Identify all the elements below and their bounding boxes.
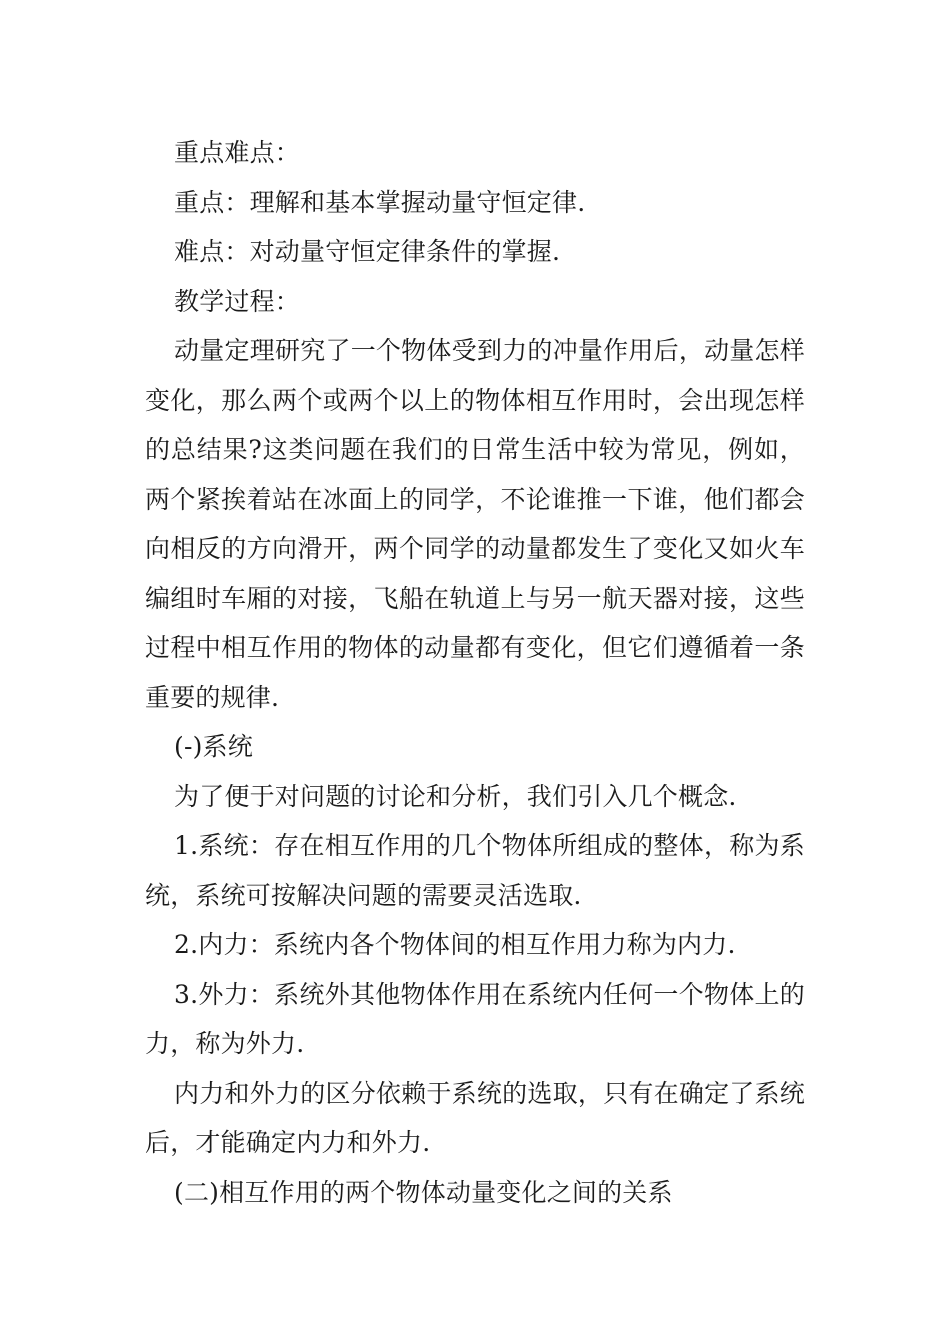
document-body: [145, 128, 805, 1217]
difficulty-line: 难点：对动量守恒定律条件的掌握.: [174, 237, 561, 266]
definition-internal-force: 2.内力：系统内各个物体间的相互作用力称为内力.: [174, 930, 736, 959]
section-heading-system: (-)系统: [174, 732, 253, 761]
force-distinction-paragraph: 内力和外力的区分依赖于系统的选取，只有在确定了系统后，才能确定内力和外力.: [145, 1078, 805, 1157]
definition-external-force: 3.外力：系统外其他物体作用在系统内任何一个物体上的力，称为外力.: [145, 979, 805, 1058]
heading-teaching-process: 教学过程：: [174, 286, 301, 316]
definition-system: 1.系统：存在相互作用的几个物体所组成的整体，称为系统，系统可按解决问题的需要灵活选取.: [145, 831, 805, 910]
intro-paragraph: 动量定理研究了一个物体受到力的冲量作用后，动量怎样变化，那么两个或两个以上的物体相互作用时，会出现怎样的总结果?这类问题在我们的日常生活中较为常见，例如，两个紧挨着站在冰面上的同学，不论谁推一下谁，他们都会向相反的方向滑开，两个同学的动量都发生了变化又如火车编组时车厢的对接，飞船在轨道上与另一航天器对接，这些过程中相互作用的物体的动量都有变化，但它们遵循着一条重要的规律.: [145, 336, 805, 712]
heading-key-difficulties: 重点难点：: [174, 138, 301, 167]
key-point-line: 重点：理解和基本掌握动量守恒定律.: [174, 187, 586, 217]
section-heading-momentum-relation: (二)相互作用的两个物体动量变化之间的关系: [174, 1177, 673, 1207]
concepts-intro: 为了便于对问题的讨论和分析，我们引入几个概念.: [174, 781, 737, 811]
